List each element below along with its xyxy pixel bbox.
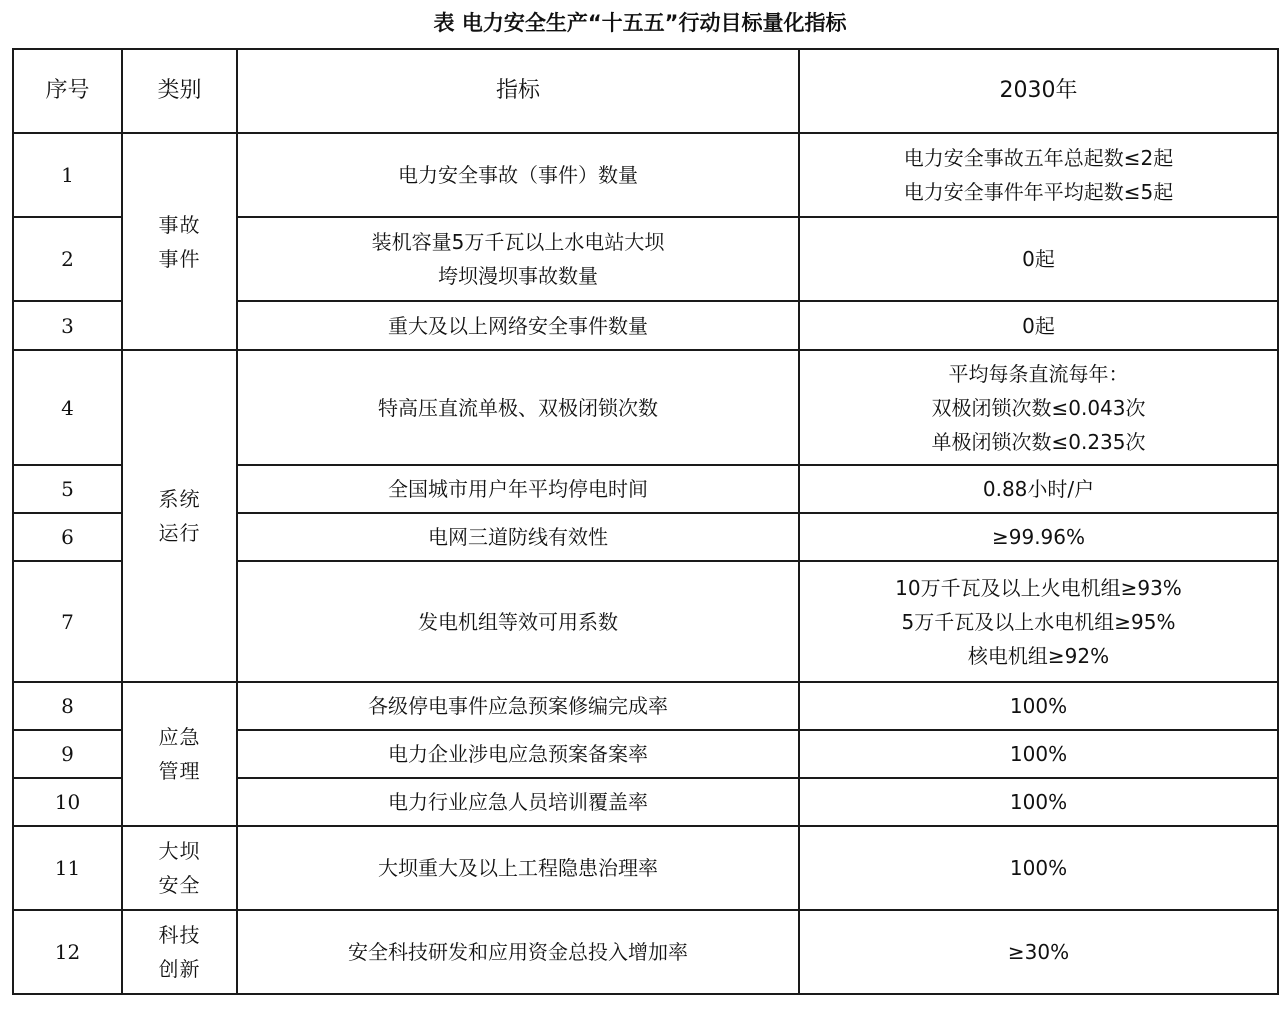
indicator-line: 垮坝漫坝事故数量 [438,264,598,288]
table-row [13,350,1278,465]
category-emergency [122,682,237,826]
table-row [13,910,1278,994]
row-target [799,465,1278,513]
indicator-line: 重大及以上网络安全事件数量 [388,313,648,338]
indicator-line: 电力企业涉电应急预案备案率 [388,742,648,766]
category-line: 事故 [158,212,201,237]
row-seq: 6 [13,513,122,561]
row-seq: 8 [13,682,122,730]
target-line: ≥30% [1007,940,1070,964]
row-target [799,910,1278,994]
indicator-line: 安全科技研发和应用资金总投入增加率 [348,940,688,964]
header-row [13,49,1278,133]
category-line: 运行 [158,521,201,545]
target-line: 0起 [1022,247,1055,271]
row-indicator [237,778,799,826]
category-line: 科技 [158,923,201,947]
target-line: 0.88小时/户 [982,477,1095,501]
indicator-line: 各级停电事件应急预案修编完成率 [368,694,668,718]
row-target [799,561,1278,682]
row-seq: 9 [13,730,122,778]
row-target [799,217,1278,301]
category-line: 安全 [158,873,201,897]
target-line: 电力安全事故五年总起数≤2起 [903,146,1174,170]
target-line: 0起 [1022,313,1055,338]
row-seq: 5 [13,465,122,513]
row-target [799,826,1278,910]
target-line: 5万千瓦及以上水电机组≥95% [901,609,1176,634]
row-indicator [237,561,799,682]
category-line: 大坝 [158,839,201,863]
indicator-line: 发电机组等效可用系数 [418,609,618,634]
header-category: 类别 [122,49,237,133]
row-seq: 7 [13,561,122,682]
row-seq: 10 [13,778,122,826]
category-line: 系统 [158,487,201,511]
target-line: 100% [1009,856,1068,880]
row-indicator [237,513,799,561]
table-row [13,826,1278,910]
row-target [799,513,1278,561]
indicator-line: 装机容量5万千瓦以上水电站大坝 [371,230,665,254]
row-indicator [237,730,799,778]
target-line: 100% [1009,742,1068,766]
target-line: 电力安全事件年平均起数≤5起 [903,180,1174,204]
target-line: 100% [1009,694,1068,718]
indicator-line: 电网三道防线有效性 [428,525,608,549]
row-target [799,682,1278,730]
target-line: 平均每条直流每年： [948,361,1129,386]
header-seq: 序号 [13,49,122,133]
row-indicator [237,682,799,730]
header-indicator: 指标 [237,49,799,133]
row-target [799,301,1278,350]
row-seq: 11 [13,826,122,910]
row-target [799,778,1278,826]
row-indicator [237,465,799,513]
row-seq: 1 [13,133,122,217]
row-indicator [237,301,799,350]
category-line: 管理 [158,759,201,783]
row-target [799,133,1278,217]
target-line: 单极闭锁次数≤0.235次 [931,429,1146,454]
table-title: 表 电力安全生产“十五五”行动目标量化指标 [433,11,847,35]
indicator-line: 电力安全事故（事件）数量 [398,163,638,187]
row-indicator [237,133,799,217]
table-row [13,133,1278,217]
indicator-line: 特高压直流单极、双极闭锁次数 [378,395,658,420]
row-indicator [237,910,799,994]
target-line: 核电机组≥92% [967,643,1110,668]
indicator-line: 大坝重大及以上工程隐患治理率 [378,856,658,880]
target-line: 10万千瓦及以上火电机组≥93% [895,575,1182,600]
row-seq: 4 [13,350,122,465]
category-tech [122,910,237,994]
category-line: 事件 [158,246,201,271]
targets-table [12,48,1279,995]
category-line: 应急 [158,725,201,749]
row-indicator [237,826,799,910]
row-indicator [237,217,799,301]
category-dam [122,826,237,910]
target-line: ≥99.96% [991,525,1086,549]
row-indicator [237,350,799,465]
row-target [799,350,1278,465]
target-line: 双极闭锁次数≤0.043次 [931,395,1146,420]
row-seq: 3 [13,301,122,350]
category-system [122,350,237,682]
row-seq: 12 [13,910,122,994]
row-target [799,730,1278,778]
category-accident [122,133,237,350]
category-line: 创新 [158,957,201,981]
indicator-line: 全国城市用户年平均停电时间 [388,477,648,501]
target-line: 100% [1009,790,1068,814]
row-seq: 2 [13,217,122,301]
header-target: 2030年 [799,49,1278,133]
table-row [13,682,1278,730]
indicator-line: 电力行业应急人员培训覆盖率 [388,790,648,814]
